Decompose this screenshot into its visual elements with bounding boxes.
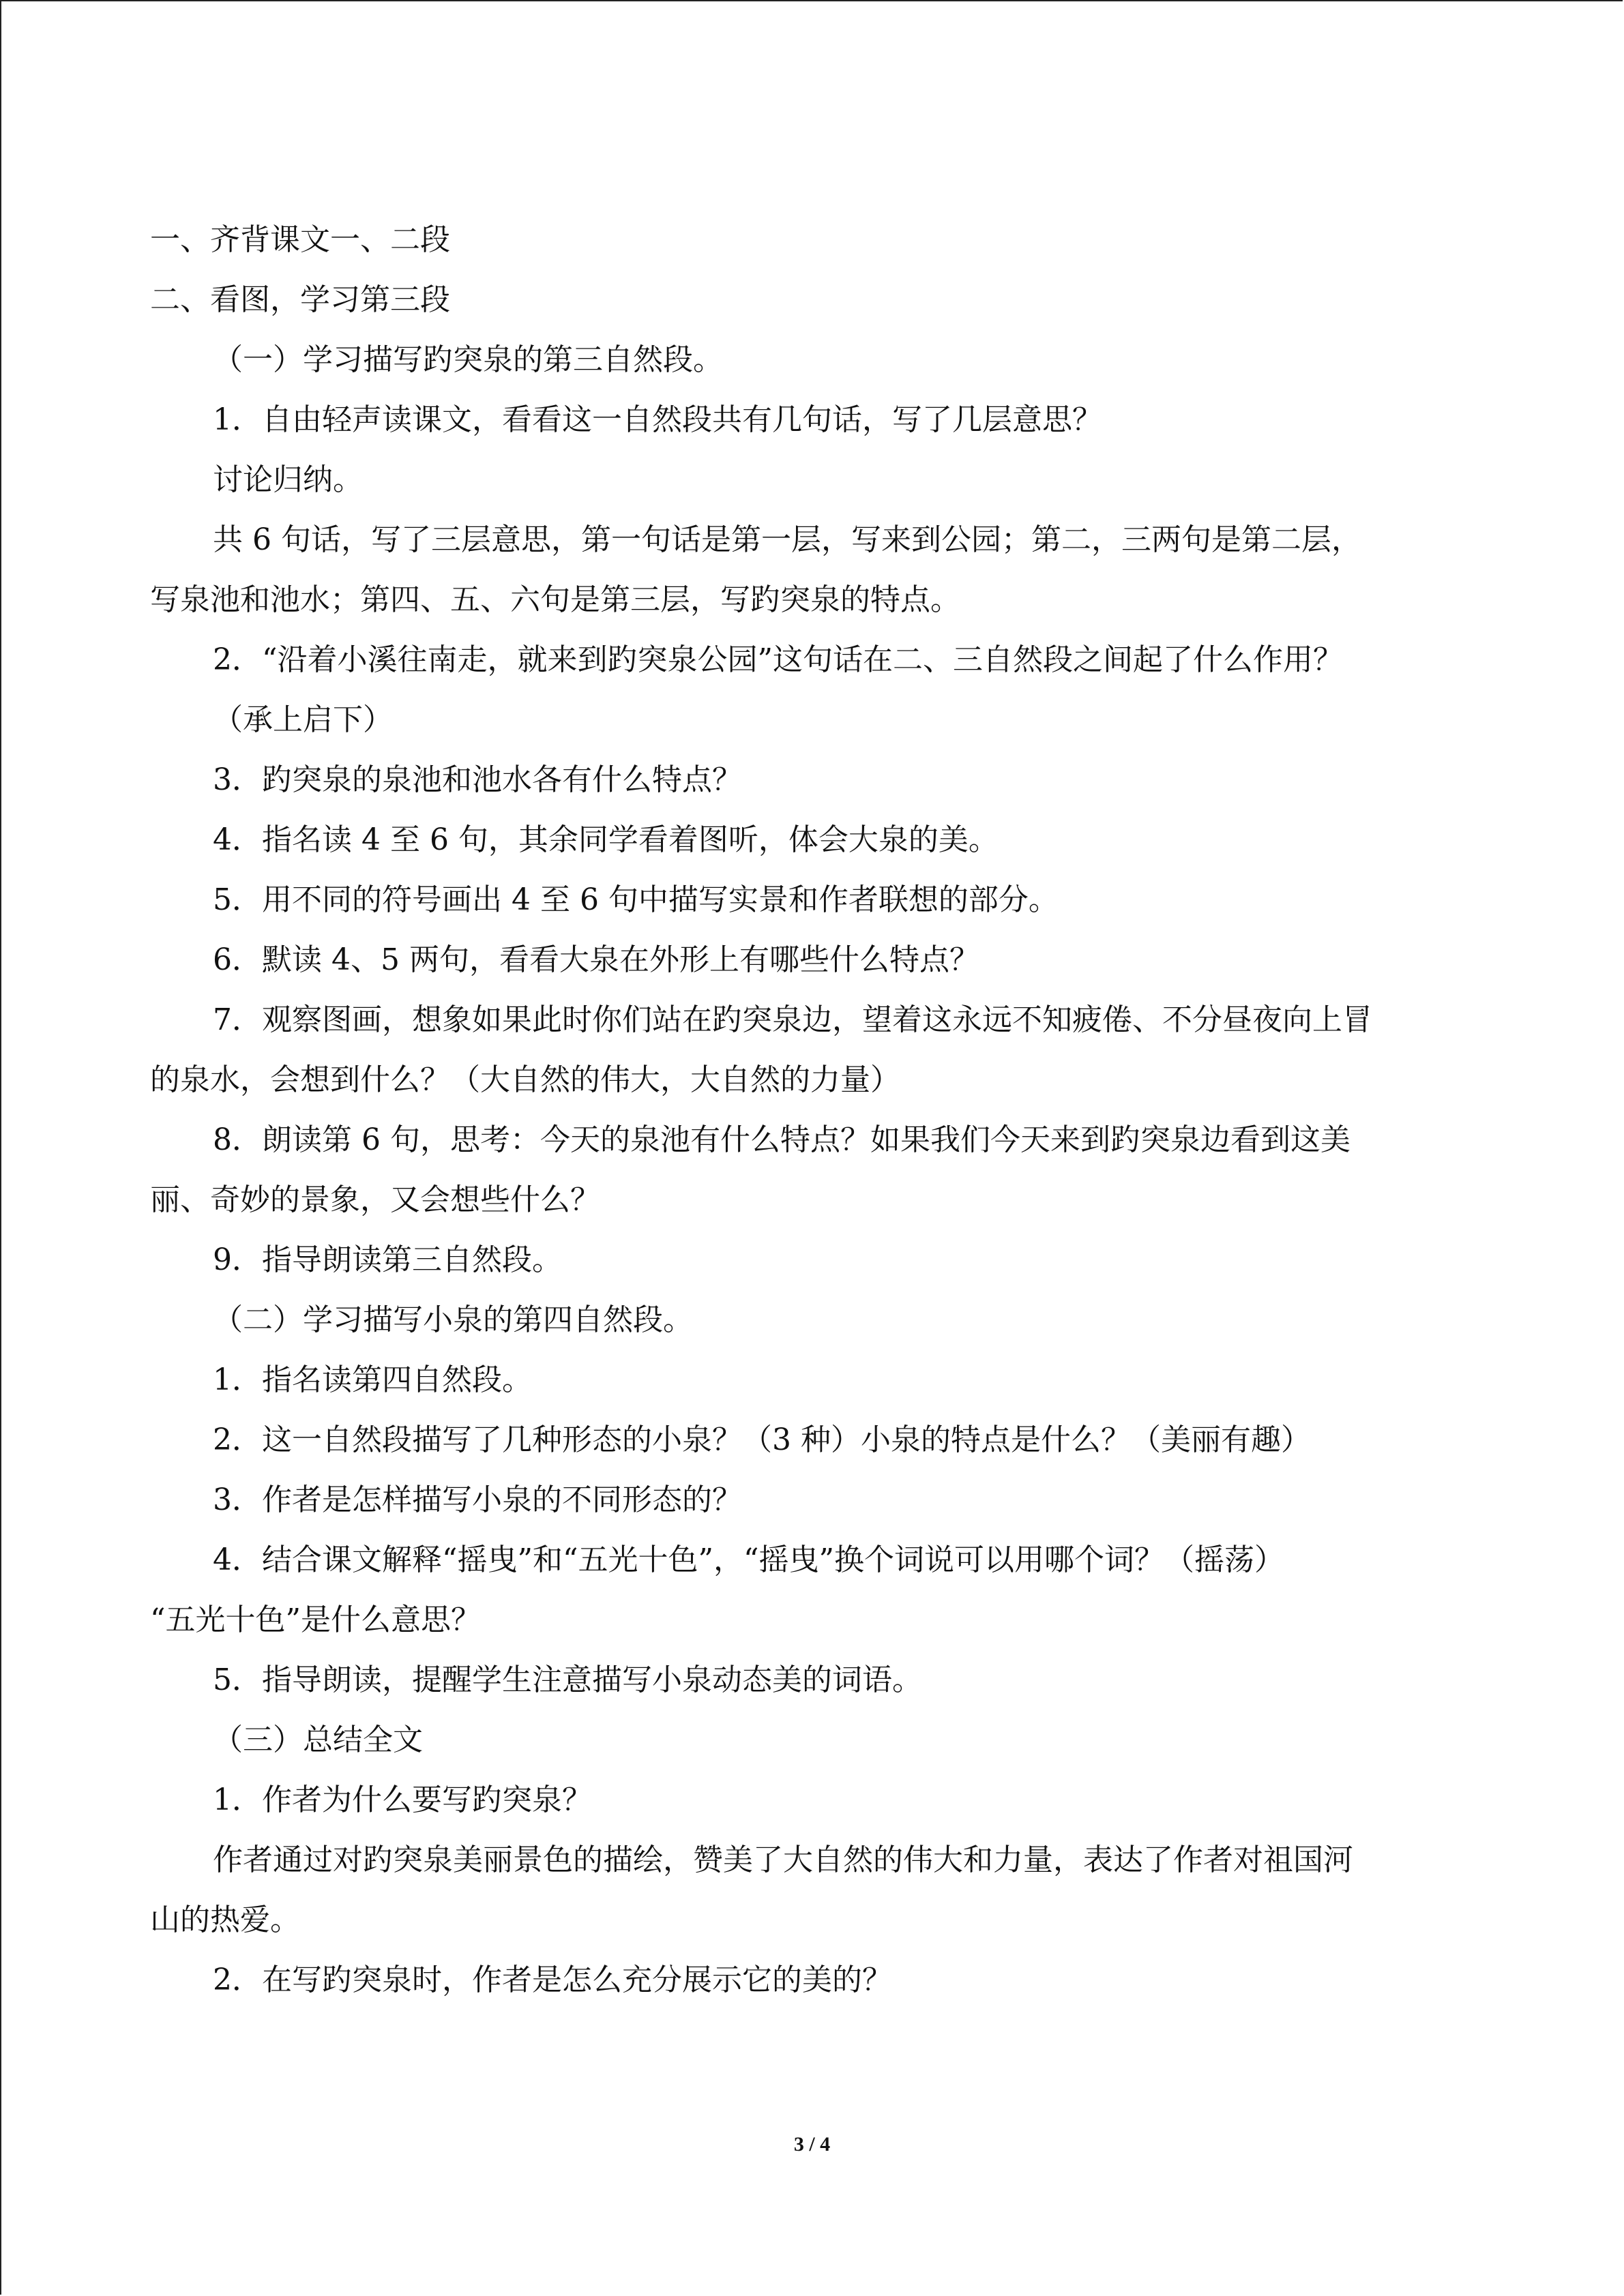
document-body — [150, 210, 1475, 2010]
text-line: 8．朗读第 6 句，思考：今天的泉池有什么特点？如果我们今天来到趵突泉边看到这美 — [213, 1122, 1350, 1157]
text-line: 讨论归纳。 — [213, 462, 363, 497]
text-line: （二）学习描写小泉的第四自然段。 — [213, 1302, 693, 1337]
text-line: 1．作者为什么要写趵突泉？ — [213, 1783, 592, 1817]
text-line: 的泉水，会想到什么？（大自然的伟大，大自然的力量） — [150, 1062, 900, 1097]
text-line: 2．“沿着小溪往南走，就来到趵突泉公园”这句话在二、三自然段之间起了什么作用？ — [213, 642, 1343, 677]
text-line: “五光十色”是什么意思？ — [150, 1602, 481, 1637]
text-line: 1．指名读第四自然段。 — [213, 1362, 532, 1397]
text-line: 2．这一自然段描写了几种形态的小泉？（3 种）小泉的特点是什么？（美丽有趣） — [213, 1422, 1311, 1457]
text-line: 2．在写趵突泉时，作者是怎么充分展示它的美的？ — [213, 1963, 892, 1997]
text-line: 4．指名读 4 至 6 句，其余同学看着图听，体会大泉的美。 — [213, 822, 999, 857]
text-line: （三）总结全文 — [213, 1723, 423, 1757]
page-number: 3 / 4 — [793, 2133, 831, 2156]
text-line: 3．趵突泉的泉池和池水各有什么特点？ — [213, 762, 742, 797]
text-line: 二、看图，学习第三段 — [150, 282, 450, 317]
text-line: 共 6 句话，写了三层意思，第一句话是第一层，写来到公园；第二，三两句是第二层， — [213, 522, 1361, 557]
text-line: 一、齐背课文一、二段 — [150, 222, 450, 257]
text-line: （承上启下） — [213, 702, 393, 737]
text-line: 作者通过对趵突泉美丽景色的描绘，赞美了大自然的伟大和力量，表达了作者对祖国河 — [213, 1843, 1353, 1877]
text-line: 山的热爱。 — [150, 1903, 300, 1937]
text-line: 6．默读 4、5 两句，看看大泉在外形上有哪些什么特点？ — [213, 942, 979, 977]
text-line: 丽、奇妙的景象，又会想些什么？ — [150, 1182, 600, 1217]
text-line: 3．作者是怎样描写小泉的不同形态的？ — [213, 1482, 742, 1517]
text-line: 4．结合课文解释“摇曳”和“五光十色”，“摇曳”换个词说可以用哪个词？（摇荡） — [213, 1542, 1284, 1577]
text-line: 1．自由轻声读课文，看看这一自然段共有几句话，写了几层意思？ — [213, 402, 1102, 437]
text-line: 5．指导朗读，提醒学生注意描写小泉动态美的词语。 — [213, 1663, 922, 1697]
text-line: 9．指导朗读第三自然段。 — [213, 1242, 562, 1277]
text-line: （一）学习描写趵突泉的第三自然段。 — [213, 342, 723, 377]
text-line: 写泉池和池水；第四、五、六句是第三层，写趵突泉的特点。 — [150, 582, 960, 617]
text-line: 7．观察图画，想象如果此时你们站在趵突泉边，望着这永远不知疲倦、不分昼夜向上冒 — [213, 1002, 1372, 1037]
text-line: 5．用不同的符号画出 4 至 6 句中描写实景和作者联想的部分。 — [213, 882, 1059, 917]
